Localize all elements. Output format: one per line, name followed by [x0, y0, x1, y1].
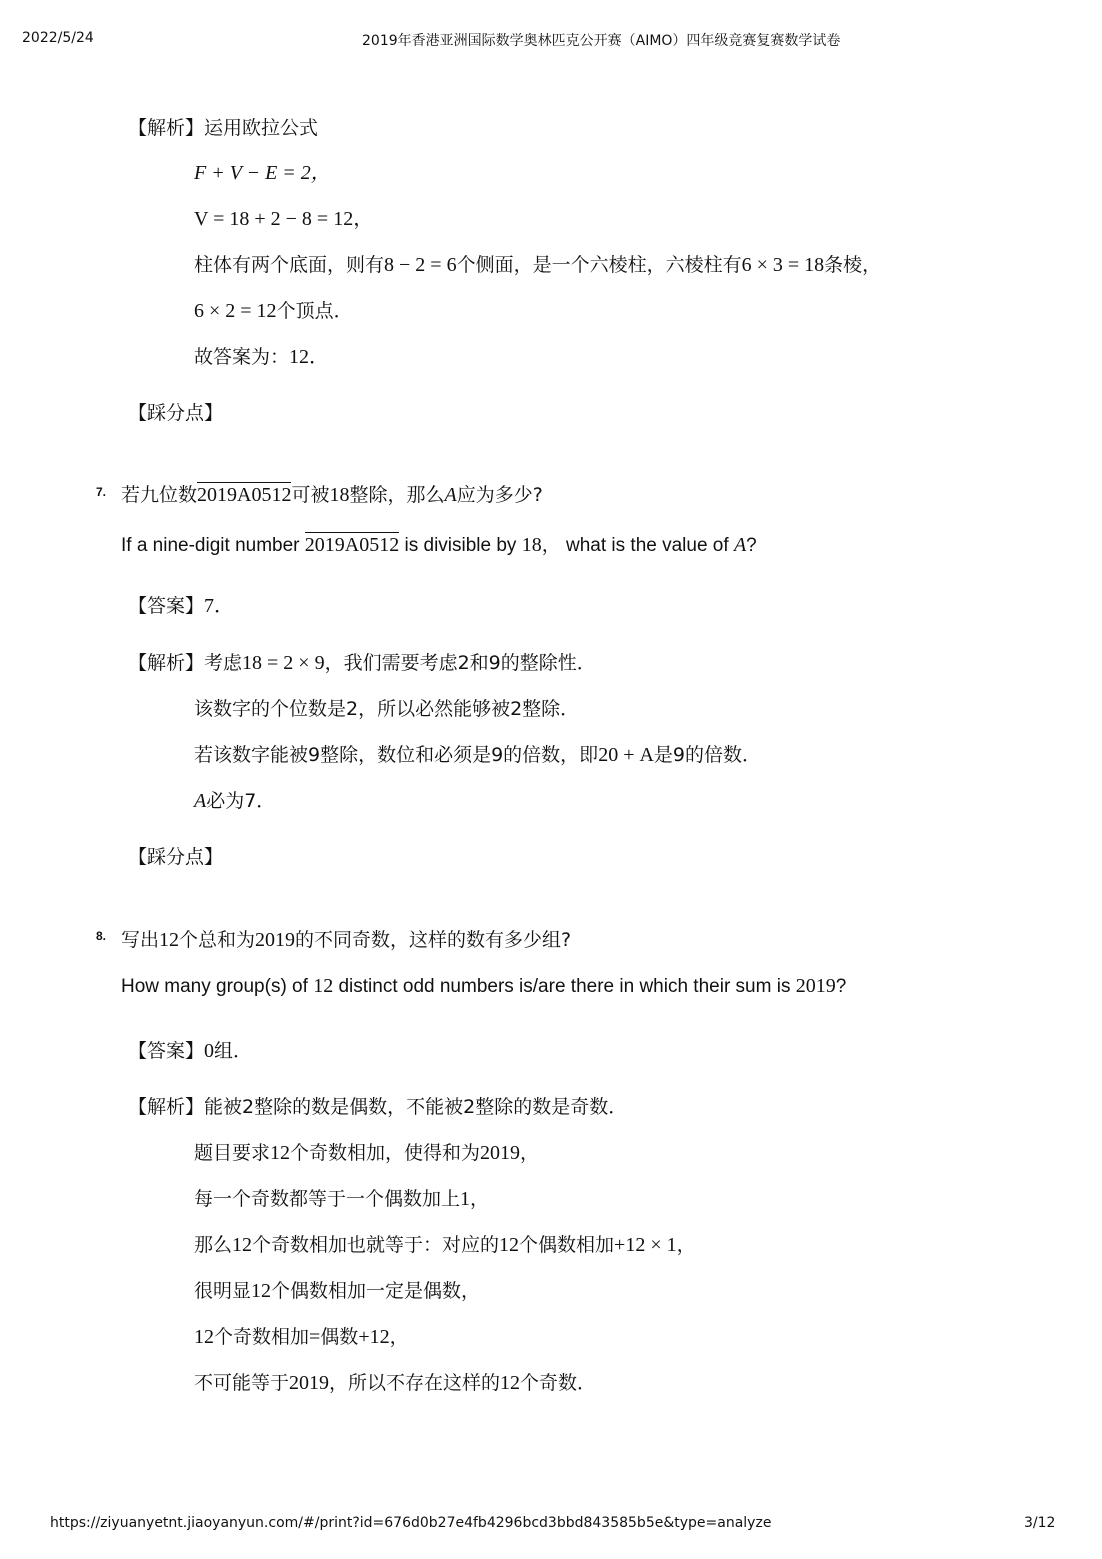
prism-vertices-line: 6 × 2 = 12个顶点． [194, 300, 353, 322]
q8-analysis-line-5: 12个奇数相加=偶数+12， [194, 1326, 409, 1348]
q7-answer: 【答案】7． [128, 595, 235, 617]
q7-points-label: 【踩分点】 [128, 846, 224, 868]
footer-url: https://ziyuanyetnt.jiaoyanyun.com/#/print?id=676d0b27e4fb4296bcd3bbd843585b5e&type=analyze [50, 1515, 772, 1531]
q8-analysis-line-3: 那么12个奇数相加也就等于：对应的12个偶数相加+12 × 1， [194, 1234, 696, 1256]
prev-points-label: 【踩分点】 [128, 402, 224, 424]
page-title: 2019年香港亚洲国际数学奥林匹克公开赛（AIMO）四年级竞赛复赛数学试卷 [362, 33, 841, 49]
prev-answer-line: 故答案为：12． [194, 346, 330, 368]
q8-english-text: How many group(s) of 12 distinct odd numbers is/are there in which their sum is 2019? [121, 975, 847, 997]
q8-analysis-line-6: 不可能等于2019，所以不存在这样的12个奇数． [194, 1372, 597, 1394]
q8-analysis-intro: 【解析】能被2整除的数是偶数，不能被2整除的数是奇数． [128, 1096, 628, 1118]
prism-faces-line: 柱体有两个底面，则有8 − 2 = 6个侧面，是一个六棱柱，六棱柱有6 × 3 = 18条棱， [194, 254, 882, 276]
q8-chinese-text: 写出12个总和为2019的不同奇数，这样的数有多少组? [121, 929, 572, 951]
q7-analysis-intro: 【解析】考虑18 = 2 × 9，我们需要考虑2和9的整除性． [128, 652, 596, 674]
q8-analysis-line-1: 题目要求12个奇数相加，使得和为2019， [194, 1142, 540, 1164]
vertex-calc: V = 18 + 2 − 8 = 12， [194, 208, 374, 230]
page-number: 3/12 [1024, 1515, 1056, 1531]
q7-analysis-line-2: 若该数字能被9整除，数位和必须是9的倍数，即20 + A是9的倍数． [194, 744, 762, 766]
q8-analysis-line-4: 很明显12个偶数相加一定是偶数， [194, 1280, 481, 1302]
q8-answer: 【答案】0组． [128, 1040, 253, 1062]
q7-english-text: If a nine-digit number 2019A0512 is divisible by 18， what is the value of A? [121, 534, 757, 556]
q8-analysis-line-2: 每一个奇数都等于一个偶数加上1， [194, 1188, 490, 1210]
q7-chinese-text: 若九位数2019A0512可被18整除，那么A应为多少? [121, 484, 543, 506]
q7-analysis-line-3: A必为7． [194, 790, 276, 812]
print-date: 2022/5/24 [22, 30, 94, 46]
question-number-8: 8. [96, 929, 107, 943]
euler-formula: F + V − E = 2， [194, 162, 331, 184]
q7-analysis-line-1: 该数字的个位数是2，所以必然能够被2整除． [194, 698, 580, 720]
analysis-label: 【解析】 [128, 117, 205, 139]
prev-analysis-intro: 【解析】运用欧拉公式 [128, 117, 319, 139]
question-number-7: 7. [96, 485, 107, 499]
